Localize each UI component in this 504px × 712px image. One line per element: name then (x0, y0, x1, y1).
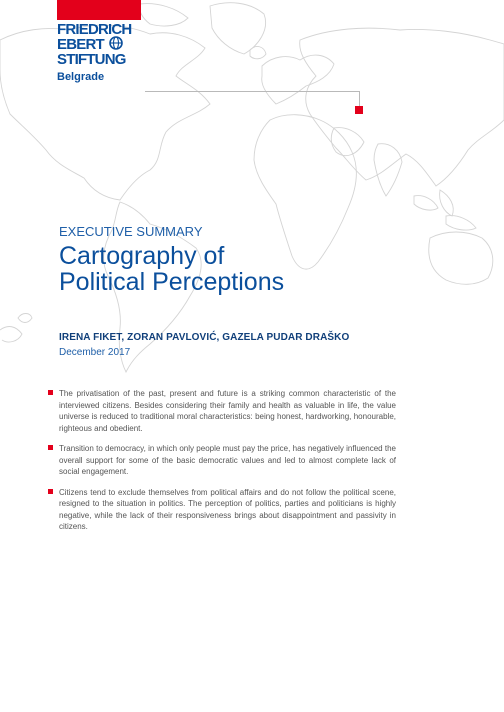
logo-line-1: FRIEDRICH (57, 21, 132, 38)
document-title (59, 243, 284, 295)
bullet-square-icon (48, 489, 53, 494)
logo-line-2 (57, 37, 147, 52)
title-line-1: Cartography of (59, 242, 225, 270)
summary-point-text: Transition to democracy, in which only people must pay the price, has negatively influenced the overall support for some of the basic democratic values and led to almost complete lack of social engagement. (59, 444, 396, 476)
brand-red-bar (57, 0, 141, 20)
summary-point (48, 443, 396, 478)
summary-point (48, 487, 396, 533)
map-pointer-line (145, 91, 360, 107)
document-kicker: EXECUTIVE SUMMARY (59, 224, 203, 239)
summary-points (48, 388, 396, 542)
document-authors: IRENA FIKET, ZORAN PAVLOVIĆ, GAZELA PUDAR DRAŠKO (59, 332, 350, 343)
map-location-marker (355, 106, 363, 114)
logo-line-3: STIFTUNG (57, 51, 126, 68)
fes-logo (57, 22, 147, 83)
document-date: December 2017 (59, 347, 131, 358)
summary-point-text: Citizens tend to exclude themselves from political affairs and do not follow the political scene, resigned to the situation in politics. The perception of politics, parties and politicians is highly negative, while the lack of their responsiveness brings about disappointment and passivity in citizens. (59, 487, 396, 531)
globe-icon (109, 36, 123, 50)
bullet-square-icon (48, 390, 53, 395)
summary-point-text: The privatisation of the past, present and future is a striking common characteristic of the interviewed citizens. Besides considering their family and health as valuable in life, the value universe is reduced to traditional moral characteristics: being honest, hardworking, honourable, righteous and obedient. (59, 389, 396, 433)
bullet-square-icon (48, 445, 53, 450)
title-line-2: Political Perceptions (59, 268, 285, 296)
summary-point (48, 388, 396, 434)
logo-city: Belgrade (57, 71, 105, 83)
logo-line-2-text: EBERT (57, 36, 104, 53)
